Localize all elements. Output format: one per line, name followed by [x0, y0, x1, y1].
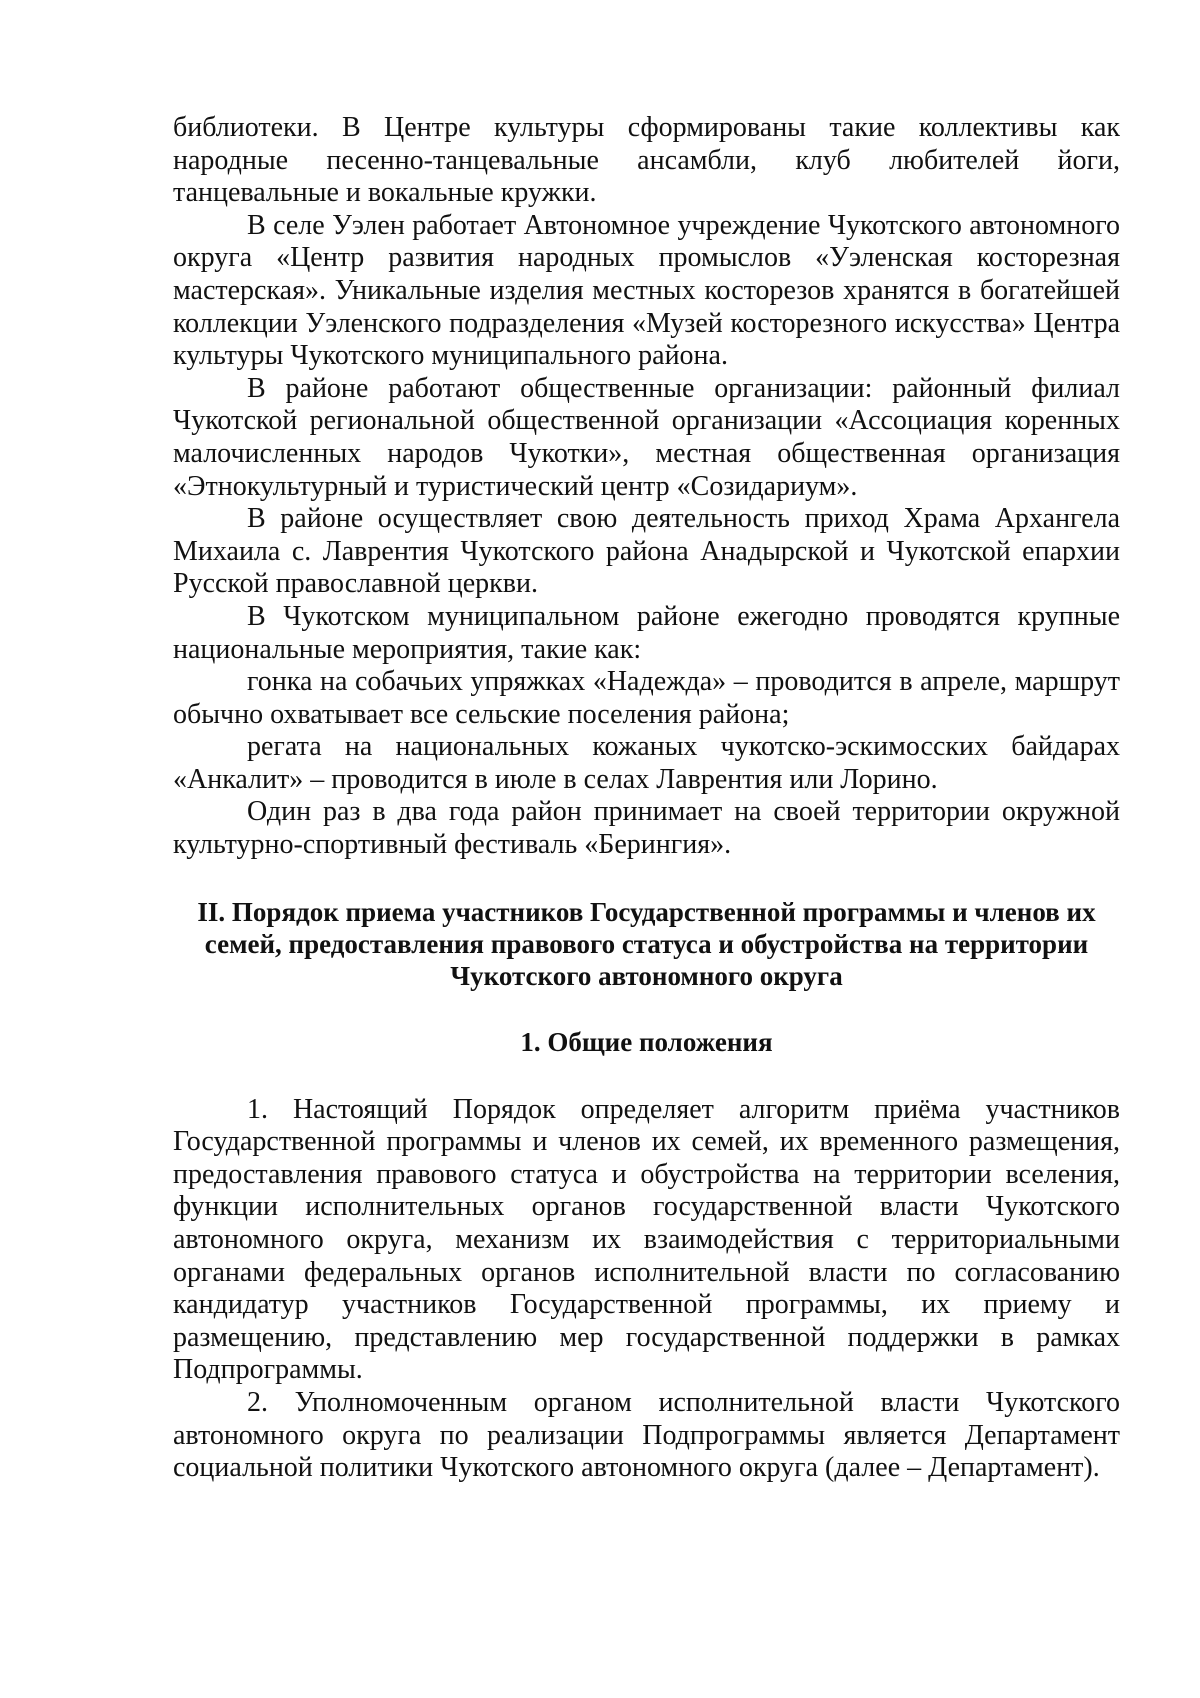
paragraph-national-events: В Чукотском муниципальном районе ежегодно проводятся крупные национальные мероприятия, такие как: — [173, 600, 1120, 665]
paragraph-clause-2: 2. Уполномоченным органом исполнительной власти Чукотского автономного округа по реализации Подпрограммы является Департамент социальной политики Чукотского автономного округа (далее – Департамент). — [173, 1387, 1120, 1484]
paragraph-dog-sled-race: гонка на собачьих упряжках «Надежда» – проводится в апреле, маршрут обычно охватывает все сельские поселения района; — [173, 666, 1120, 730]
paragraph-uelen-workshop: В селе Уэлен работает Автономное учреждение Чукотского автономного округа «Центр развития народных промыслов «Уэленская косторезная мастерская». Уникальные изделия местных косторезов хранятся в богатейшей коллекции Уэленского подразделения «Музей косторезного искусства» Центра культуры Чукотского муниципального района. — [173, 209, 1120, 372]
paragraph-public-organizations: В районе работают общественные организации: районный филиал Чукотской региональной общественной организации «Ассоциация коренных малочисленных народов Чукотки», местная общественная организация «Этнокультурный и туристический центр «Созидариум». — [173, 372, 1120, 502]
paragraph-beringia-festival: Один раз в два года район принимает на своей территории окружной культурно-спортивный фестиваль «Берингия». — [173, 796, 1120, 861]
paragraph-library-collectives: библиотеки. В Центре культуры сформированы такие коллективы как народные песенно-танцевальные ансамбли, клуб любителей йоги, танцевальные и вокальные кружки. — [173, 112, 1120, 209]
section-heading: II. Порядок приема участников Государственной программы и членов их семей, предоставления правового статуса и обустройства на территории Чукотского автономного округа — [197, 896, 1096, 991]
paragraph-church-parish: В районе осуществляет свою деятельность приход Храма Архангела Михаила с. Лаврентия Чукотского района Анадырской и Чукотской епархии Русской православной церкви. — [173, 503, 1120, 600]
subsection-heading: 1. Общие положения — [520, 1026, 773, 1057]
paragraph-clause-1: 1. Настоящий Порядок определяет алгоритм приёма участников Государственной программы и членов их семей, их временного размещения, предоставления правового статуса и обустройства на территории вселения, функции исполнительных органов государственной власти Чукотского автономного округа, механизм их взаимодействия с территориальными органами федеральных органов исполнительной власти по согласованию кандидатур участников Государственной программы, их приему и размещению, представлению мер государственной поддержки в рамках Подпрограммы. — [173, 1093, 1120, 1386]
paragraph-kayak-regatta: регата на национальных кожаных чукотско-эскимосских байдарах «Анкалит» – проводится в июле в селах Лаврентия или Лорино. — [173, 731, 1120, 795]
document-page — [173, 112, 1120, 1485]
